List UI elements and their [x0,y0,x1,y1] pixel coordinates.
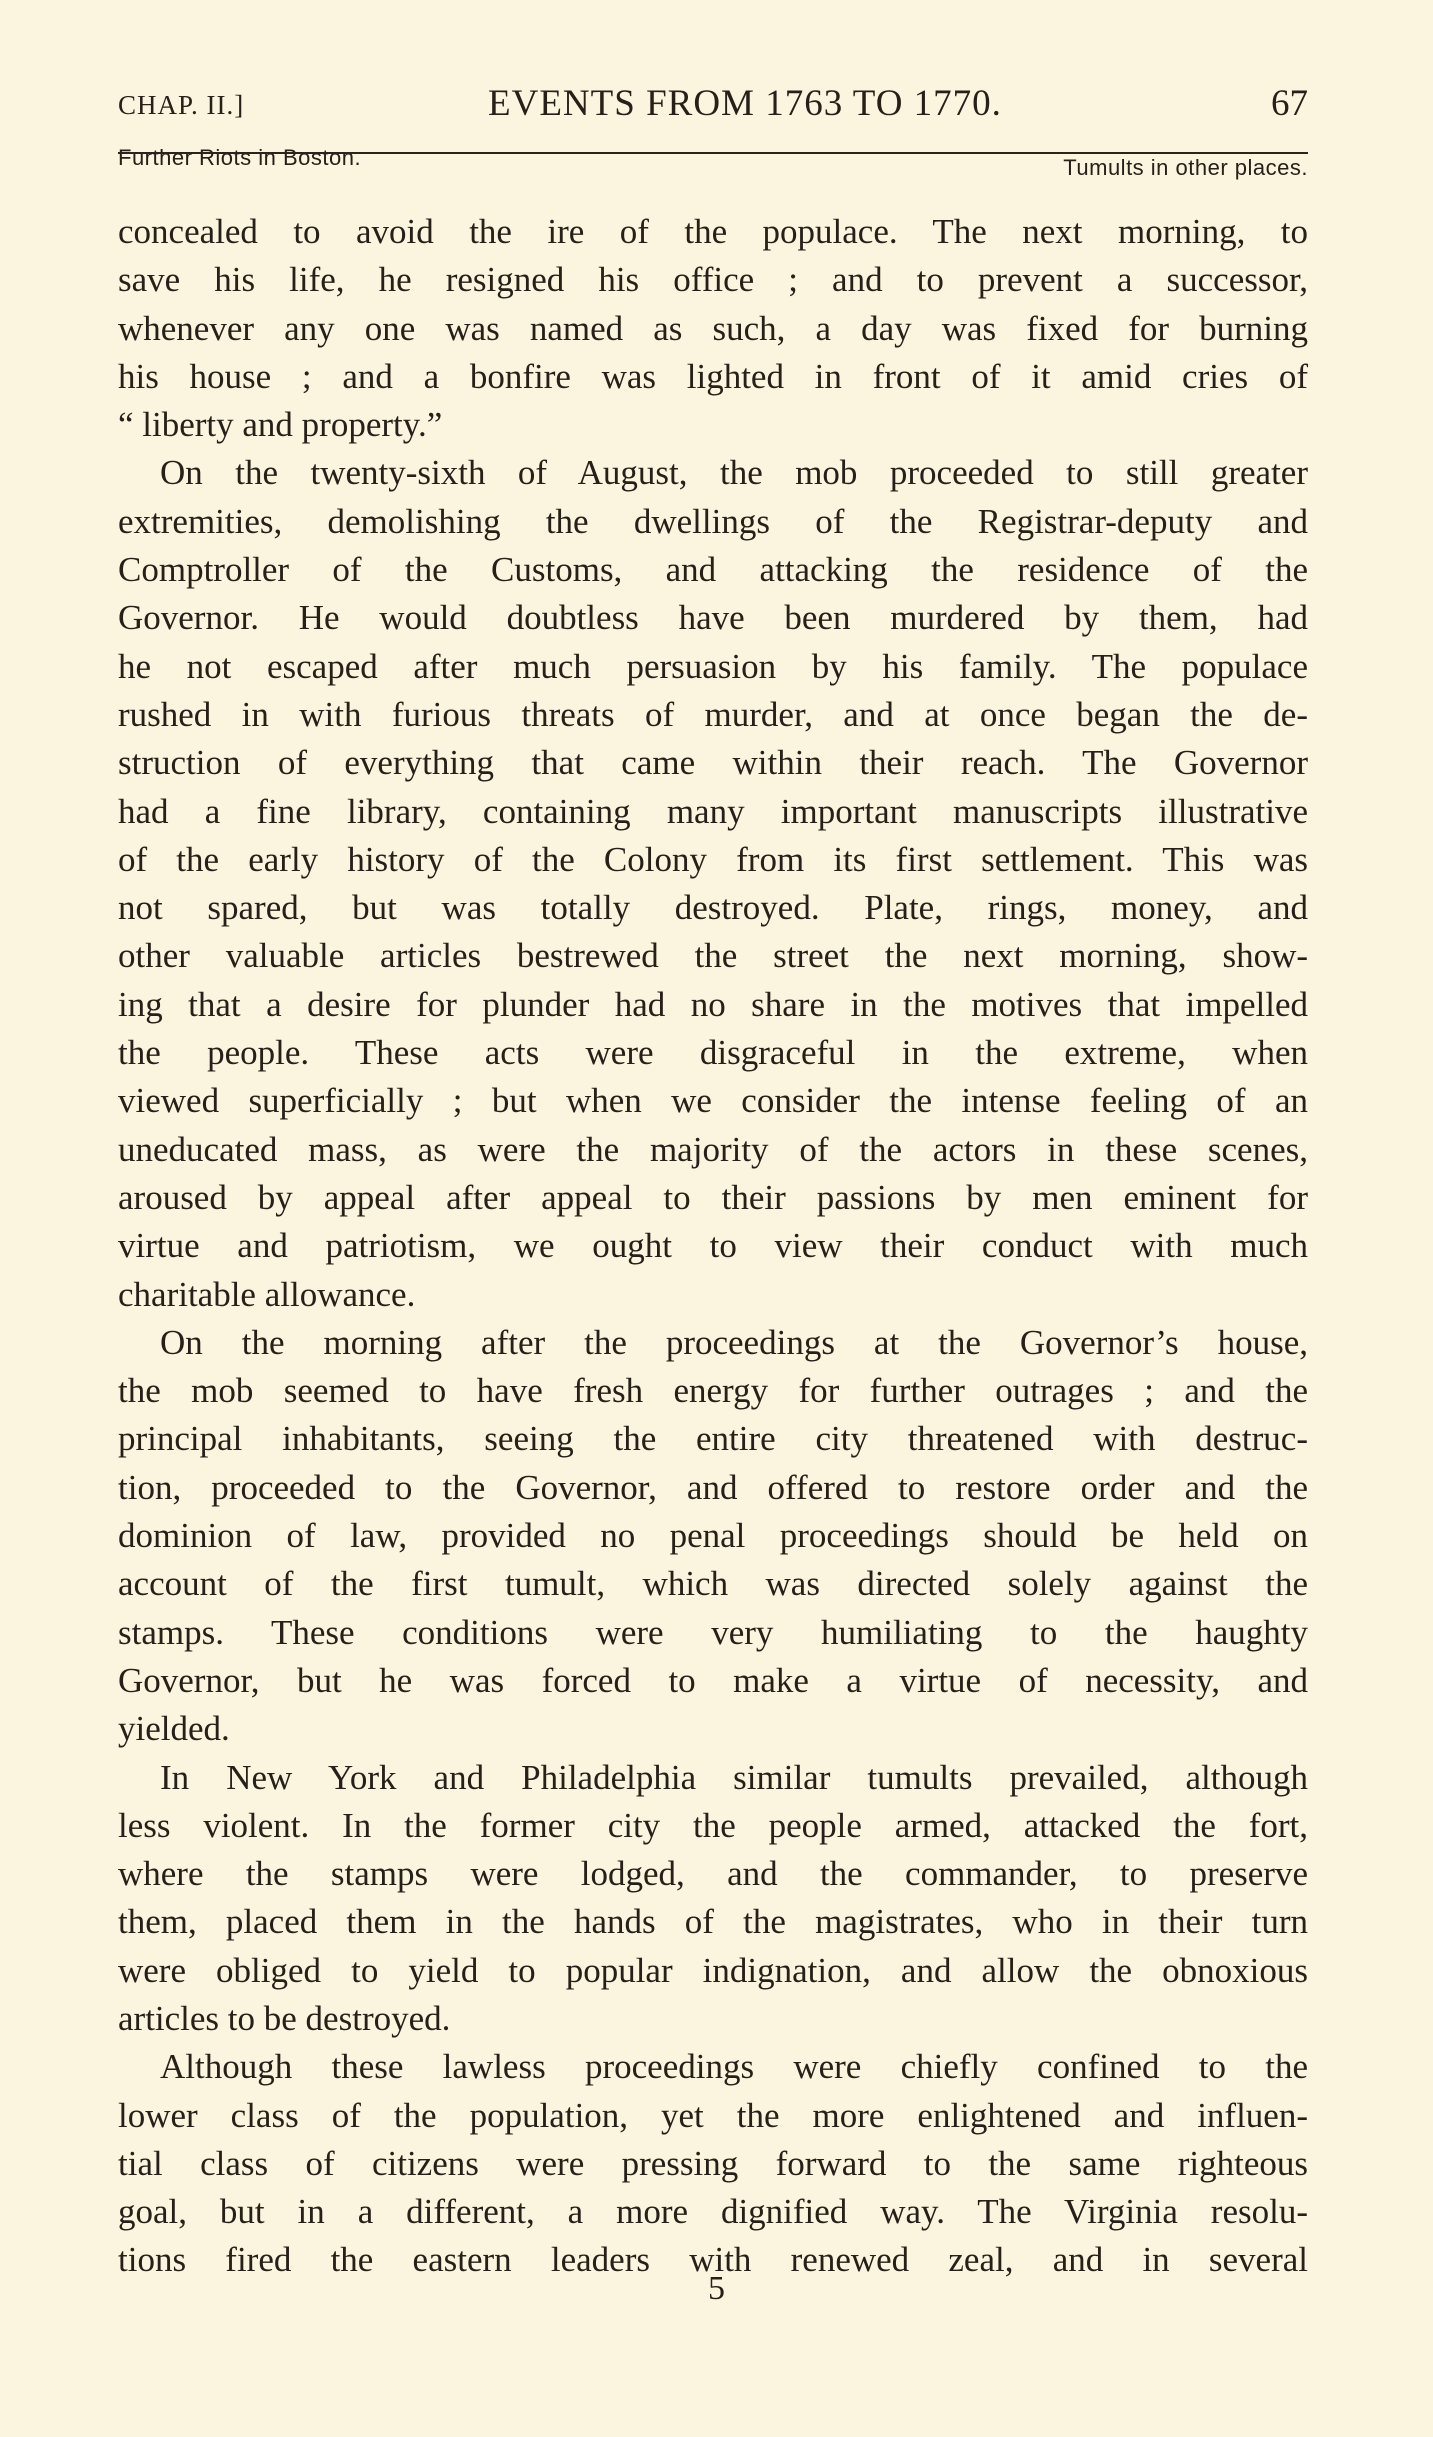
text-line: concealed to avoid the ire of the populace. The next morning, to [118,212,1308,251]
text-line: tial class of citizens were pressing forward to the same righteous [118,2143,1308,2183]
text-line: tions fired the eastern leaders with renewed zeal, and in several [118,2240,1308,2280]
text-line: dominion of law, provided no penal proceedings should be held on [118,1516,1308,1556]
side-note-left: Further Riots in Boston. [118,145,362,170]
paragraph-start-line: On the twenty-sixth of August, the mob proceeded to still greater [160,453,1308,493]
text-line: were obliged to yield to popular indignation, and allow the obnoxious [118,1950,1308,1990]
text-line: his house ; and a bonfire was lighted in front of it amid cries of [118,356,1308,396]
text-line: where the stamps were lodged, and the commander, to preserve [118,1854,1308,1894]
signature-mark: 5 [708,2270,725,2307]
text-line: virtue and patriotism, we ought to view their conduct with much [118,1226,1308,1266]
text-line: Governor. He would doubtless have been murdered by them, had [118,598,1308,638]
text-line: save his life, he resigned his office ; and to prevent a successor, [118,260,1308,300]
page-number: 67 [1271,83,1308,124]
text-line: principal inhabitants, seeing the entire city threatened with destruc- [118,1419,1308,1459]
running-title: EVENTS FROM 1763 TO 1770. [488,83,1002,124]
header-rule [118,152,1308,154]
text-line: uneducated mass, as were the majority of the actors in these scenes, [118,1129,1308,1169]
text-line: charitable allowance. [118,1274,416,1314]
paragraph-start-line: On the morning after the proceedings at the Governor’s house, [160,1322,1308,1362]
text-line: yielded. [118,1709,230,1749]
text-line: Governor, but he was forced to make a virtue of necessity, and [118,1660,1308,1700]
text-line: the people. These acts were disgraceful in the extreme, when [118,1033,1308,1073]
text-line: them, placed them in the hands of the magistrates, who in their turn [118,1902,1308,1942]
chapter-label: CHAP. II.] [118,90,245,120]
running-head [118,82,1308,132]
text-line: not spared, but was totally destroyed. Plate, rings, money, and [118,888,1308,928]
text-line: articles to be destroyed. [118,1998,451,2038]
text-line: stamps. These conditions were very humiliating to the haughty [118,1612,1308,1652]
text-line: viewed superficially ; but when we consider the intense feeling of an [118,1081,1308,1121]
text-line: aroused by appeal after appeal to their passions by men eminent for [118,1177,1308,1217]
text-line: lower class of the population, yet the more enlightened and influen- [118,2095,1308,2135]
text-line: of the early history of the Colony from its first settlement. This was [118,839,1308,879]
text-line: he not escaped after much persuasion by his family. The populace [118,646,1308,686]
text-line: struction of everything that came within their reach. The Governor [118,743,1308,783]
text-line: had a fine library, containing many important manuscripts illustrative [118,791,1308,831]
text-line: goal, but in a different, a more dignified way. The Virginia resolu- [118,2192,1308,2232]
text-line: Comptroller of the Customs, and attacking the residence of the [118,550,1308,590]
text-line: tion, proceeded to the Governor, and offered to restore order and the [118,1467,1308,1507]
text-line: account of the first tumult, which was directed solely against the [118,1564,1308,1604]
text-line: “ liberty and property.” [118,405,443,445]
text-line: less violent. In the former city the people armed, attacked the fort, [118,1805,1308,1845]
side-note-right: Tumults in other places. [1063,155,1308,180]
paragraph-start-line: In New York and Philadelphia similar tumults prevailed, although [160,1757,1308,1797]
paragraph-start-line: Although these lawless proceedings were chiefly confined to the [160,2047,1308,2087]
text-line: whenever any one was named as such, a day was fixed for burning [118,308,1308,348]
body-text [118,208,1308,2285]
text-line: other valuable articles bestrewed the street the next morning, show- [118,936,1308,976]
text-line: rushed in with furious threats of murder, and at once began the de- [118,694,1308,734]
text-line: the mob seemed to have fresh energy for further outrages ; and the [118,1371,1308,1411]
text-line: ing that a desire for plunder had no share in the motives that impelled [118,984,1308,1024]
text-line: extremities, demolishing the dwellings of the Registrar-deputy and [118,501,1308,541]
